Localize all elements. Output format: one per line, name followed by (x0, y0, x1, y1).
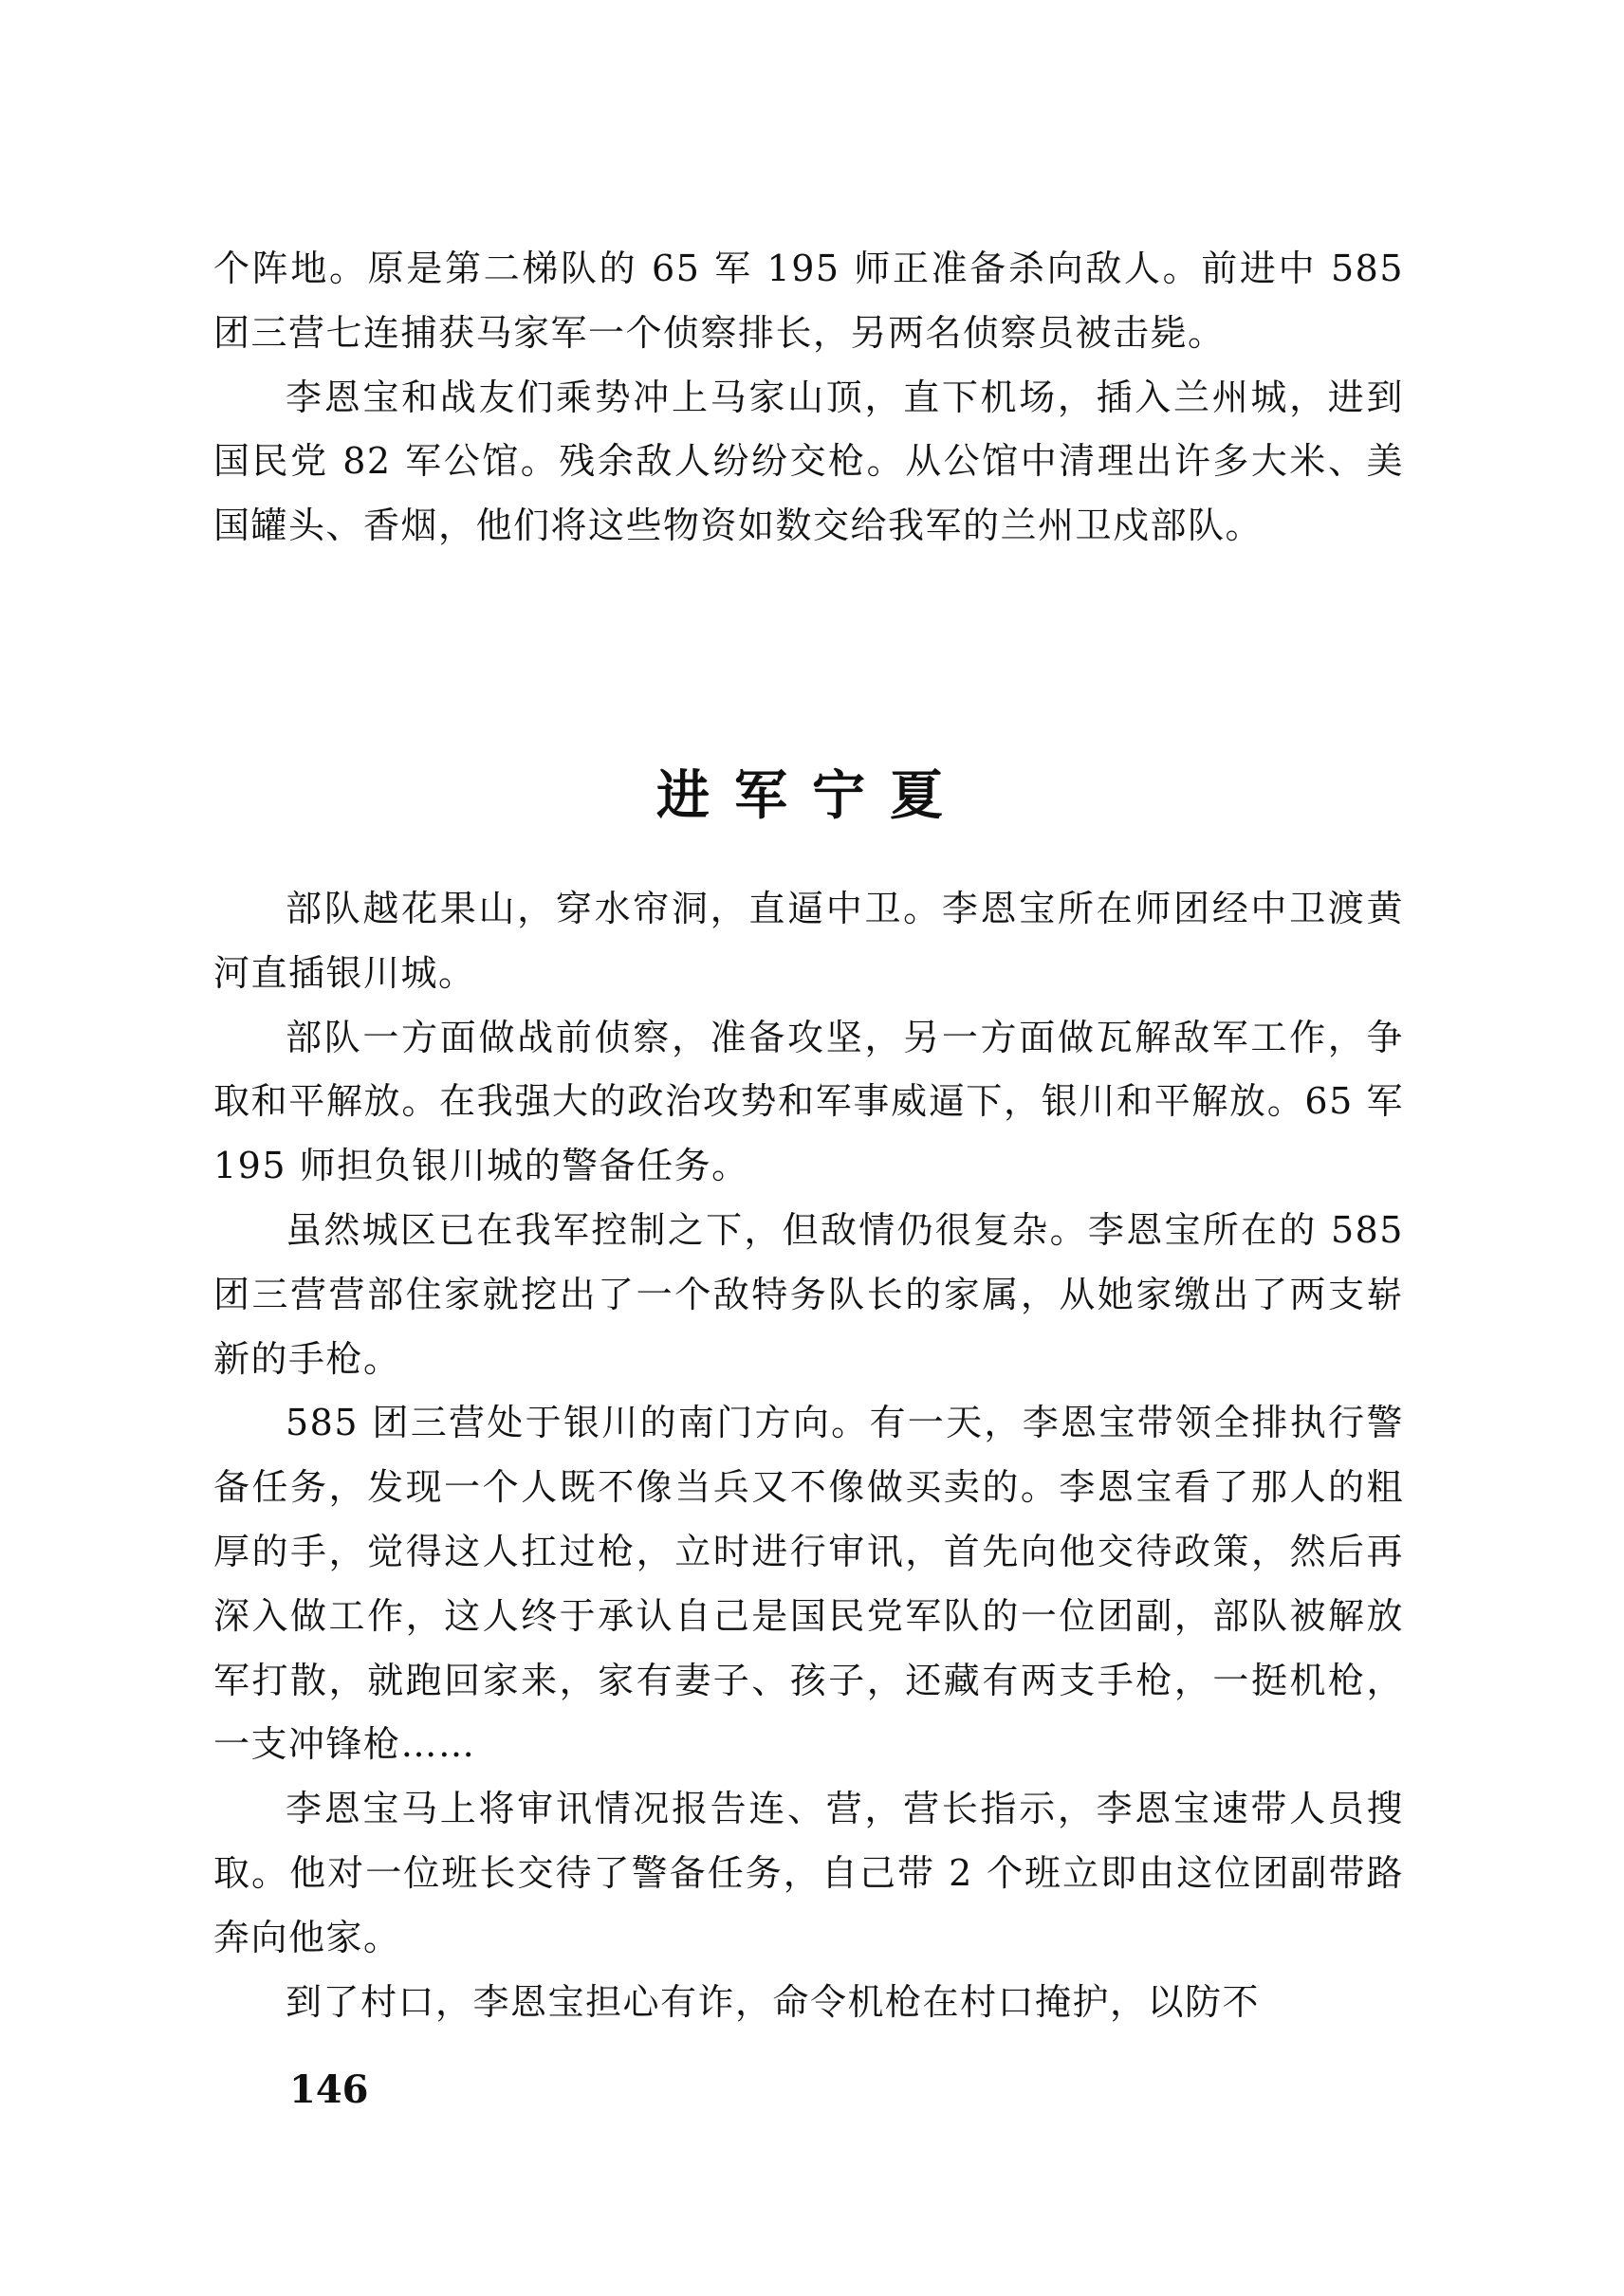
page-number: 146 (289, 2067, 369, 2112)
paragraph: 虽然城区已在我军控制之下，但敌情仍很复杂。李恩宝所在的 585 团三营营部住家就挖出了一个敌特务队长的家属，从她家缴出了两支崭新的手枪。 (213, 1208, 1404, 1380)
paragraph-continuation: 个阵地。原是第二梯队的 65 军 195 师正准备杀向敌人。前进中 585 团三营七连捕获马家军一个侦察排长，另两名侦察员被击毙。 (213, 248, 1404, 354)
paragraph: 李恩宝马上将审讯情况报告连、营，营长指示，李恩宝速带人员搜取。他对一位班长交待了警备任务，自己带 2 个班立即由这位团副带路奔向他家。 (213, 1788, 1404, 1958)
section-text-block (213, 877, 1404, 2034)
paragraph: 部队一方面做战前侦察，准备攻坚，另一方面做瓦解敌军工作，争取和平解放。在我强大的政治攻势和军事威逼下，银川和平解放。65 军 195 师担负银川城的警备任务。 (213, 1016, 1404, 1187)
paragraph-cut-off: 到了村口，李恩宝担心有诈，命令机枪在村口掩护，以防不 (286, 1980, 1261, 2023)
section-title: 进军宁夏 (656, 765, 968, 827)
paragraph: 585 团三营处于银川的南门方向。有一天，李恩宝带领全排执行警备任务，发现一个人既不像当兵又不像做买卖的。李恩宝看了那人的粗厚的手，觉得这人扛过枪，立时进行审讯，首先向他交待政策，然后再深入做工作，这人终于承认自己是国民党军队的一位团副，部队被解放军打散，就跑回家来，家有妻子、孩子，还藏有两支手枪，一挺机枪，一支冲锋枪…… (213, 1402, 1404, 1766)
paragraph: 李恩宝和战友们乘势冲上马家山顶，直下机场，插入兰州城，进到国民党 82 军公馆。残余敌人纷纷交枪。从公馆中清理出许多大米、美国罐头、香烟，他们将这些物资如数交给我军的兰州卫戍部队。 (213, 376, 1404, 547)
paragraph: 部队越花果山，穿水帘洞，直逼中卫。李恩宝所在师团经中卫渡黄河直插银川城。 (213, 888, 1404, 994)
top-text-block (213, 237, 1404, 559)
